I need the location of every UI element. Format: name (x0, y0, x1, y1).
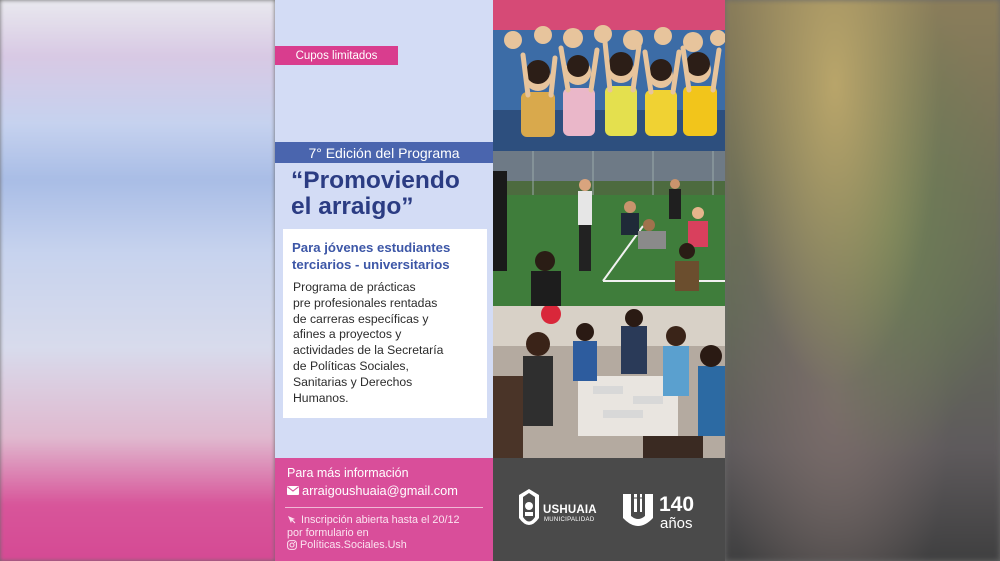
description-line: pre profesionales rentadas (293, 295, 438, 310)
cursor-icon (287, 515, 297, 525)
instagram-icon (287, 540, 297, 550)
photo-field-activity (493, 151, 725, 306)
inscription-deadline: Inscripción abierta hasta el 20/12 (301, 514, 460, 526)
photo-workshop-illustration (493, 306, 725, 458)
email-row (287, 483, 458, 498)
photo-craft-workshop (493, 306, 725, 458)
title-line-1: “Promoviendo (291, 167, 460, 194)
description-line: Programa de prácticas (293, 280, 416, 294)
target-audience (292, 239, 487, 273)
blurred-background-left (0, 0, 275, 561)
anniversary-number: 140 (659, 493, 695, 516)
description-line: Sanitarias y Derechos (293, 374, 413, 389)
inscription-form-text: por formulario en (287, 526, 369, 539)
flyer-text-panel (275, 0, 493, 458)
description-line: afines a proyectos y (293, 327, 402, 342)
subtitle-line-1: Para jóvenes estudiantes (292, 240, 451, 255)
logos-panel (493, 458, 725, 561)
municipality-shield-icon (517, 488, 541, 534)
mail-icon (287, 486, 299, 495)
u-anniversary-logo-icon (621, 494, 655, 530)
description-line: de carreras específicas y (293, 311, 429, 326)
instagram-handle[interactable]: Políticas.Sociales.Ush (300, 539, 407, 551)
program-flyer (275, 0, 725, 561)
contact-info-panel (275, 458, 493, 561)
photo-field-illustration (493, 151, 725, 306)
description-card (283, 229, 487, 418)
program-description (293, 280, 483, 406)
program-title (291, 168, 491, 220)
title-line-2: el arraigo” (291, 193, 414, 220)
more-info-label: Para más información (287, 466, 409, 480)
edition-banner: 7° Edición del Programa (275, 142, 493, 163)
inscription-line-3-row (287, 539, 459, 552)
inscription-info (287, 514, 459, 552)
ushuaia-logo-text: USHUAIA (543, 504, 597, 516)
description-line: actividades de la Secretaría (293, 343, 444, 358)
blurred-background-right (725, 0, 1000, 561)
photo-children-raising-hands (493, 0, 725, 151)
inscription-line-2-row (287, 527, 459, 540)
subtitle-line-2: terciarios - universitarios (292, 257, 450, 272)
email-link[interactable]: arraigoushuaia@gmail.com (302, 483, 458, 498)
photo-children-illustration (493, 0, 725, 151)
description-line: Humanos. (293, 390, 349, 405)
description-line: de Políticas Sociales, (293, 358, 409, 373)
municipalidad-logo-text: MUNICIPALIDAD (544, 517, 595, 523)
anniversary-years-label: años (660, 515, 693, 532)
inscription-line-1-row (287, 514, 459, 527)
limited-spots-badge: Cupos limitados (275, 46, 398, 65)
divider (285, 507, 483, 508)
